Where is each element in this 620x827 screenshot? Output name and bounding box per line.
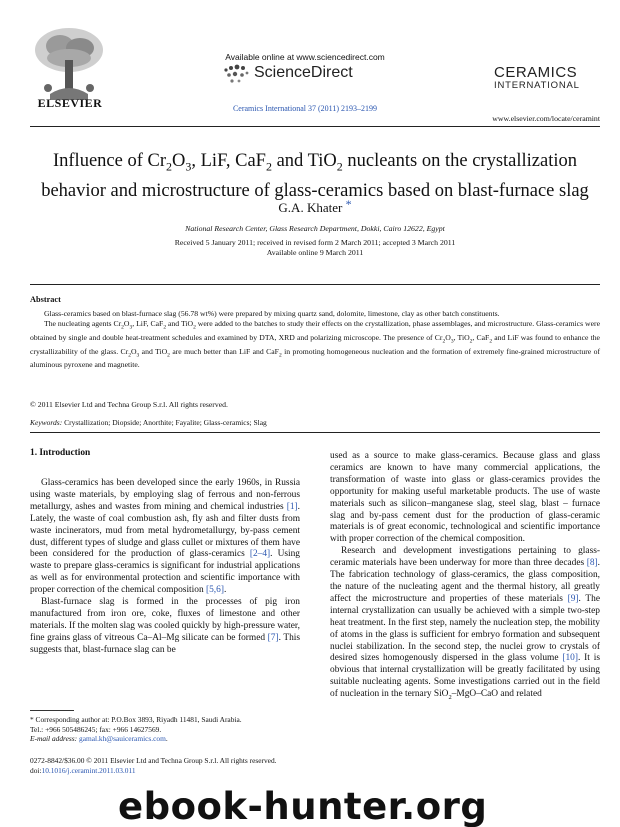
abstract-paragraph-1: Glass-ceramics based on blast-furnace slag (56.78 wt%) were prepared by mixing quartz sand, dolomite, limestone, clay as other batch constituents. bbox=[44, 309, 500, 318]
intro-paragraph-3: used as a source to make glass-ceramics. Because glass and glass ceramics are known to have many commercial applications, the transformation of waste into glass or glass-ceramics provides the opportunity for making useful marketable products. The use of waste materials such as silicon–manganese slag, steel slag, blast – furnace slag and by-pass cement dust for the production of glass-ceramic materials is of great economic, technological and scientific importance with proper correction of the chemical composition. bbox=[330, 451, 600, 545]
citation-link[interactable]: [10] bbox=[562, 653, 578, 664]
author-affiliation: National Research Center, Glass Research Department, Dokki, Cairo 12622, Egypt bbox=[185, 224, 445, 233]
citation-link[interactable]: [5,6] bbox=[205, 585, 224, 596]
citation-link[interactable]: [1] bbox=[286, 501, 298, 512]
body-column-left bbox=[30, 478, 300, 657]
journal-url[interactable]: www.elsevier.com/locate/ceramint bbox=[492, 114, 600, 123]
section-heading-introduction: 1. Introduction bbox=[30, 448, 91, 458]
journal-logo-line2: INTERNATIONAL bbox=[494, 80, 580, 91]
intro-paragraph-4: Research and development investigations pertaining to glass-ceramic materials have been underway for more than three decades [8]. The fabrication technology of glass-ceramics, the glass composition, the nature of the nucleating agent and the thermal history, all greatly affect the microstructure and properties of these materials [9]. The internal crystallization can usually be achieved with a simple two-step heat treatment. In the first step, namely the nucleation step, the mobility of atoms in the glass is sufficient for embryo formation and subsequent nuclei stabilization. In the second step, the nuclei grow to crystals of desired sizes homogenously dispersed in the glass volume [10]. It is obvious that internal crystallization will be greatly facilitated by using suitable nucleating agents. Some investigations carried out in the field of nucleation in the ternary SiO$_2$–MgO–CaO and related bbox=[330, 546, 600, 701]
page-footer: 0272-8842/$36.00 © 2011 Elsevier Ltd and Techna Group S.r.l. All rights reserved. doi:10.1016/j.ceramint.2011.03.011 bbox=[30, 756, 277, 775]
corresponding-author-mark[interactable]: * bbox=[345, 197, 352, 211]
keywords-label: Keywords: bbox=[30, 418, 63, 427]
intro-paragraph-2: Blast-furnace slag is formed in the processes of pig iron manufactured from iron ore, coke, fluxes of limestone and other materials. If the molten slag was cooled quickly by high-pressure water, fine grains glass of vitreous Ca–Al–Mg silicate can be formed [7]. This suggests that, blast-furnace slag can be bbox=[30, 597, 301, 655]
author-email-link[interactable]: gamal.kh@sauiceramics.com bbox=[79, 734, 166, 744]
journal-reference-link[interactable]: Ceramics International 37 (2011) 2193–2199 bbox=[232, 104, 378, 113]
sciencedirect-wordmark: ScienceDirect bbox=[254, 64, 353, 81]
citation-link[interactable]: [9] bbox=[567, 593, 579, 604]
abstract-bottom-rule bbox=[30, 432, 600, 433]
sciencedirect-dots-icon bbox=[222, 64, 252, 88]
keywords-line bbox=[30, 418, 267, 427]
elsevier-wordmark: ELSEVIER bbox=[37, 96, 103, 110]
citation-link[interactable]: [7] bbox=[267, 632, 279, 643]
citation-link[interactable]: [8] bbox=[586, 558, 598, 569]
watermark-text: ebook-hunter.org bbox=[118, 785, 488, 827]
author-name: G.A. Khater * bbox=[278, 197, 352, 215]
abstract-heading: Abstract bbox=[30, 295, 61, 304]
citation-link[interactable]: [2–4] bbox=[249, 549, 271, 560]
intro-paragraph-1: Glass-ceramics has been developed since the early 1960s, in Russia using waste materials, by employing slag of ferrous and non-ferrous metallurgy, ashes and wastes from mining and chemical industries [1]. Lately, the waste of coal combustion ash, fly ash and filter dusts from waste incinerators, mud from metal hydrometallurgy, by-pass cement dust, different types of sludge and glass cullet or mixtures of them have been considered for the production of glass-ceramics [2–4]. Using waste to prepare glass-ceramics is significant for industrial applications as well as for environmental protection and scientific importance with proper correction of the chemical composition [5,6]. bbox=[30, 478, 300, 596]
abstract-top-rule bbox=[30, 284, 600, 285]
abstract-copyright: © 2011 Elsevier Ltd and Techna Group S.r.l. All rights reserved. bbox=[30, 400, 228, 409]
journal-logo-line1: CERAMICS bbox=[494, 64, 578, 81]
article-dates: Received 5 January 2011; received in revised form 2 March 2011; accepted 3 March 2011 Available online 9 March 2011 bbox=[174, 238, 456, 257]
article-title: Influence of $Cr_2O_3$, LiF, CaF$_2$ and TiO$_2$ nucleants on the crystallization behavior and microstructure of glass-ceramics based on blast-furnace slag bbox=[41, 151, 589, 201]
header-rule bbox=[30, 126, 600, 127]
available-online-text: Available online at www.sciencedirect.com bbox=[225, 52, 385, 62]
ceramics-international-logo bbox=[494, 64, 600, 91]
abstract-paragraph-2: The nucleating agents $Cr_2O_3$, LiF, CaF$_2$ and TiO$_2$ were added to the batches to study their effects on the crystallization, phase assemblages, and microstructure. Glass-ceramics were obtained by single and double heat-treatment schedules and examined by DTA, XRD and polarizing microscope. The presence of $Cr_2O_3$, TiO$_2$, CaF$_2$ and LiF was found to enhance the crystallizability of the glass. $Cr_2O_3$ and TiO$_2$ are much better than LiF and CaF$_2$ in promoting homogeneous nucleation and the formation of extremely fine-grained microstructure of aluminous pyroxene and magnetite. bbox=[30, 319, 601, 370]
doi-link[interactable]: 10.1016/j.ceramint.2011.03.011 bbox=[41, 765, 136, 775]
footnote-rule bbox=[30, 710, 74, 711]
issn-line: 0272-8842/$36.00 © 2011 Elsevier Ltd and Techna Group S.r.l. All rights reserved. bbox=[30, 756, 277, 765]
abstract-body bbox=[30, 309, 600, 371]
keywords-list: Crystallization; Diopside; Anorthite; Fayalite; Glass-ceramics; Slag bbox=[64, 418, 267, 427]
footnote: * Corresponding author at: P.O.Box 3893, Riyadh 11481, Saudi Arabia. Tel.: +966 505486245; fax: +966 14627569. E-mail address: gamal.kh@sauiceramics.com. bbox=[30, 715, 242, 744]
body-column-right bbox=[330, 451, 600, 704]
